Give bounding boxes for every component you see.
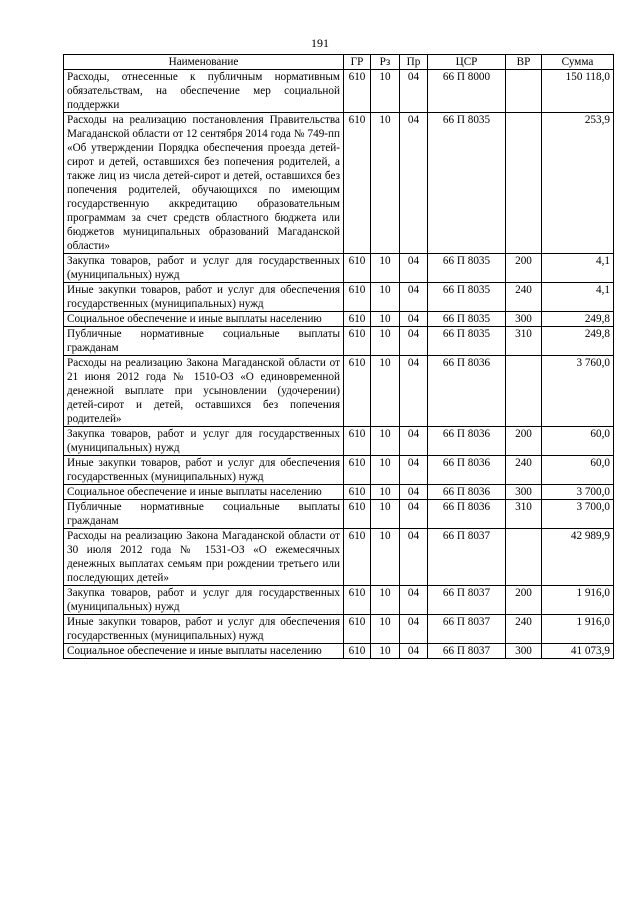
cell-vr: 310 <box>506 327 542 356</box>
cell-csr: 66 П 8036 <box>428 485 506 500</box>
cell-vr: 240 <box>506 615 542 644</box>
table-header-row <box>64 55 614 70</box>
cell-name: Публичные нормативные социальные выплаты гражданам <box>64 327 344 356</box>
cell-rz: 10 <box>371 586 400 615</box>
cell-gr: 610 <box>344 113 371 254</box>
table-row <box>64 327 614 356</box>
cell-csr: 66 П 8036 <box>428 427 506 456</box>
cell-rz: 10 <box>371 485 400 500</box>
header-name: Наименование <box>64 55 344 70</box>
cell-gr: 610 <box>344 283 371 312</box>
table-row <box>64 312 614 327</box>
cell-sum: 1 916,0 <box>542 586 614 615</box>
cell-sum: 42 989,9 <box>542 529 614 586</box>
cell-vr <box>506 529 542 586</box>
cell-vr: 310 <box>506 500 542 529</box>
cell-name: Расходы, отнесенные к публичным нормативным обязательствам, на обеспечение мер социальной поддержки <box>64 70 344 113</box>
table-row <box>64 356 614 427</box>
cell-csr: 66 П 8000 <box>428 70 506 113</box>
cell-vr: 300 <box>506 312 542 327</box>
cell-csr: 66 П 8037 <box>428 644 506 659</box>
cell-rz: 10 <box>371 70 400 113</box>
cell-vr: 300 <box>506 644 542 659</box>
header-pr: Пр <box>400 55 428 70</box>
cell-vr: 300 <box>506 485 542 500</box>
cell-rz: 10 <box>371 427 400 456</box>
cell-gr: 610 <box>344 356 371 427</box>
table-row <box>64 644 614 659</box>
table-row <box>64 113 614 254</box>
header-gr: ГР <box>344 55 371 70</box>
cell-name: Иные закупки товаров, работ и услуг для обеспечения государственных (муниципальных) нужд <box>64 456 344 485</box>
cell-vr: 240 <box>506 456 542 485</box>
cell-gr: 610 <box>344 529 371 586</box>
cell-gr: 610 <box>344 615 371 644</box>
cell-sum: 1 916,0 <box>542 615 614 644</box>
header-sum: Сумма <box>542 55 614 70</box>
cell-sum: 4,1 <box>542 254 614 283</box>
cell-sum: 249,8 <box>542 312 614 327</box>
table-row <box>64 529 614 586</box>
cell-rz: 10 <box>371 456 400 485</box>
cell-sum: 60,0 <box>542 427 614 456</box>
cell-rz: 10 <box>371 254 400 283</box>
cell-name: Иные закупки товаров, работ и услуг для обеспечения государственных (муниципальных) нужд <box>64 615 344 644</box>
cell-gr: 610 <box>344 254 371 283</box>
cell-csr: 66 П 8035 <box>428 283 506 312</box>
cell-pr: 04 <box>400 312 428 327</box>
cell-name: Закупка товаров, работ и услуг для государственных (муниципальных) нужд <box>64 586 344 615</box>
cell-csr: 66 П 8036 <box>428 500 506 529</box>
cell-pr: 04 <box>400 283 428 312</box>
cell-vr: 200 <box>506 427 542 456</box>
cell-pr: 04 <box>400 356 428 427</box>
cell-sum: 60,0 <box>542 456 614 485</box>
table-row <box>64 485 614 500</box>
cell-name: Расходы на реализацию Закона Магаданской области от 21 июня 2012 года № 1510-ОЗ «О единовременной денежной выплате при усыновлении (удочерении) детей-сирот и детей, оставшихся без попечения родителей» <box>64 356 344 427</box>
cell-gr: 610 <box>344 500 371 529</box>
header-csr: ЦСР <box>428 55 506 70</box>
cell-vr: 240 <box>506 283 542 312</box>
cell-pr: 04 <box>400 586 428 615</box>
cell-name: Закупка товаров, работ и услуг для государственных (муниципальных) нужд <box>64 427 344 456</box>
cell-vr <box>506 113 542 254</box>
cell-gr: 610 <box>344 485 371 500</box>
table-row <box>64 283 614 312</box>
table-row <box>64 615 614 644</box>
cell-vr <box>506 356 542 427</box>
cell-pr: 04 <box>400 485 428 500</box>
cell-name: Закупка товаров, работ и услуг для государственных (муниципальных) нужд <box>64 254 344 283</box>
table-row <box>64 456 614 485</box>
table-row <box>64 500 614 529</box>
cell-pr: 04 <box>400 644 428 659</box>
cell-rz: 10 <box>371 327 400 356</box>
table-row <box>64 70 614 113</box>
cell-csr: 66 П 8035 <box>428 312 506 327</box>
cell-rz: 10 <box>371 615 400 644</box>
cell-gr: 610 <box>344 456 371 485</box>
cell-gr: 610 <box>344 427 371 456</box>
header-vr: ВР <box>506 55 542 70</box>
cell-csr: 66 П 8036 <box>428 456 506 485</box>
cell-csr: 66 П 8036 <box>428 356 506 427</box>
cell-sum: 3 700,0 <box>542 485 614 500</box>
cell-name: Расходы на реализацию постановления Правительства Магаданской области от 12 сентября 2014 года № 749-пп «Об утверждении Порядка обеспечения проезда детей-сирот и детей, оставшихся без попечения родителей, а также лиц из числа детей-сирот и детей, оставшихся без попечения родителей, обучающихся по имеющим государственную аккредитацию образовательным программам за счет средств областного бюджета или бюджетов муниципальных образований Магаданской области» <box>64 113 344 254</box>
page-number: 191 <box>311 36 329 50</box>
budget-table <box>63 54 614 659</box>
table-row <box>64 254 614 283</box>
cell-sum: 3 700,0 <box>542 500 614 529</box>
cell-csr: 66 П 8035 <box>428 113 506 254</box>
cell-rz: 10 <box>371 644 400 659</box>
cell-pr: 04 <box>400 427 428 456</box>
cell-pr: 04 <box>400 529 428 586</box>
cell-csr: 66 П 8037 <box>428 615 506 644</box>
cell-sum: 249,8 <box>542 327 614 356</box>
cell-csr: 66 П 8037 <box>428 529 506 586</box>
cell-gr: 610 <box>344 70 371 113</box>
cell-pr: 04 <box>400 615 428 644</box>
cell-sum: 4,1 <box>542 283 614 312</box>
table-body <box>64 70 614 659</box>
cell-pr: 04 <box>400 254 428 283</box>
header-rz: Рз <box>371 55 400 70</box>
cell-sum: 3 760,0 <box>542 356 614 427</box>
cell-name: Расходы на реализацию Закона Магаданской области от 30 июля 2012 года № 1531-ОЗ «О ежемесячных денежных выплатах семьям при рождении третьего или последующих детей» <box>64 529 344 586</box>
cell-gr: 610 <box>344 327 371 356</box>
cell-name: Социальное обеспечение и иные выплаты населению <box>64 485 344 500</box>
cell-rz: 10 <box>371 356 400 427</box>
cell-name: Социальное обеспечение и иные выплаты населению <box>64 644 344 659</box>
cell-pr: 04 <box>400 113 428 254</box>
cell-name: Публичные нормативные социальные выплаты гражданам <box>64 500 344 529</box>
cell-rz: 10 <box>371 529 400 586</box>
cell-csr: 66 П 8035 <box>428 254 506 283</box>
cell-pr: 04 <box>400 500 428 529</box>
cell-gr: 610 <box>344 644 371 659</box>
cell-csr: 66 П 8037 <box>428 586 506 615</box>
cell-csr: 66 П 8035 <box>428 327 506 356</box>
cell-sum: 41 073,9 <box>542 644 614 659</box>
cell-rz: 10 <box>371 500 400 529</box>
cell-vr: 200 <box>506 254 542 283</box>
cell-rz: 10 <box>371 113 400 254</box>
table-row <box>64 586 614 615</box>
cell-name: Социальное обеспечение и иные выплаты населению <box>64 312 344 327</box>
cell-sum: 253,9 <box>542 113 614 254</box>
cell-rz: 10 <box>371 283 400 312</box>
cell-gr: 610 <box>344 586 371 615</box>
cell-vr <box>506 70 542 113</box>
cell-pr: 04 <box>400 70 428 113</box>
cell-pr: 04 <box>400 456 428 485</box>
cell-name: Иные закупки товаров, работ и услуг для обеспечения государственных (муниципальных) нужд <box>64 283 344 312</box>
table-row <box>64 427 614 456</box>
cell-vr: 200 <box>506 586 542 615</box>
cell-sum: 150 118,0 <box>542 70 614 113</box>
cell-rz: 10 <box>371 312 400 327</box>
cell-pr: 04 <box>400 327 428 356</box>
cell-gr: 610 <box>344 312 371 327</box>
